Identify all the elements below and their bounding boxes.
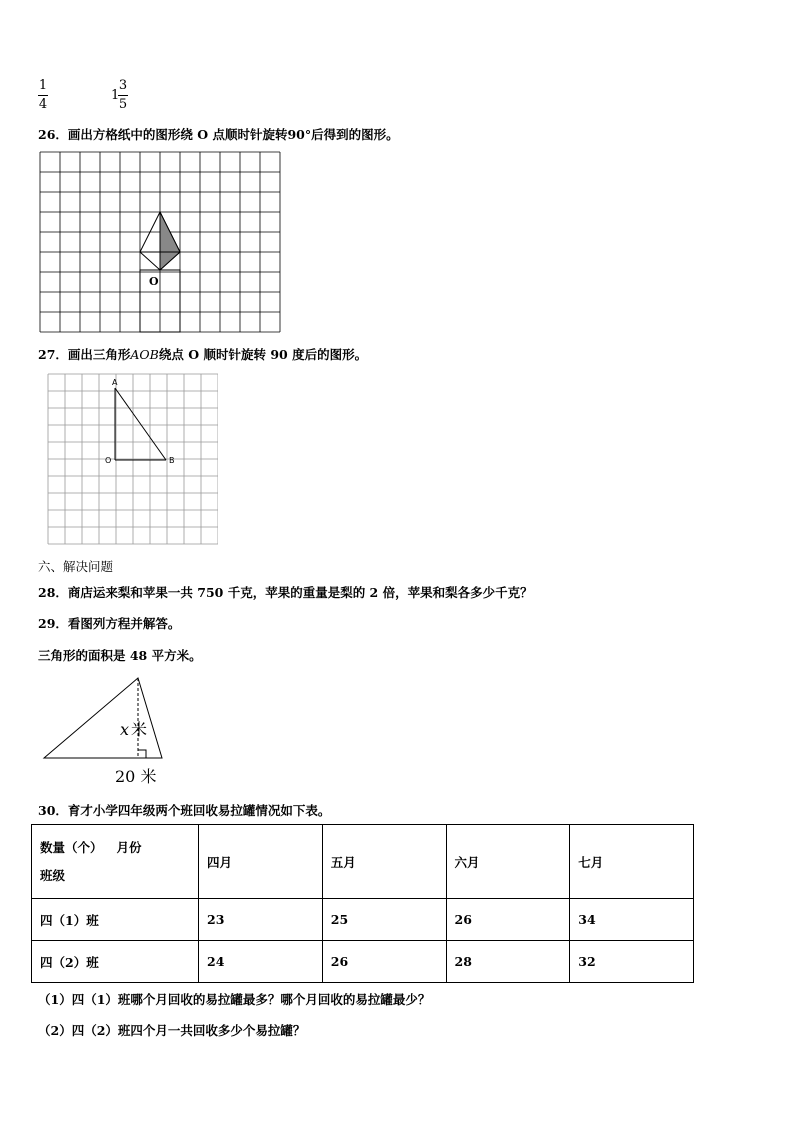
question-26: 26．画出方格纸中的图形绕 O 点顺时针旋转90°后得到的图形。 — [38, 127, 399, 142]
section-title: 六、解决问题 — [38, 559, 114, 574]
shape-shaded-half — [160, 212, 180, 270]
value-cell: 25 — [322, 899, 446, 941]
value-cell: 26 — [446, 899, 570, 941]
height-label: x 米 — [120, 720, 148, 739]
month-header: 六月 — [446, 825, 570, 899]
right-angle-mark — [138, 750, 146, 758]
fraction-denominator: 4 — [38, 97, 48, 112]
month-header: 七月 — [570, 825, 694, 899]
question-27: 27．画出三角形AOB绕点 O 顺时针旋转 90 度后的图形。 — [38, 347, 368, 362]
point-o-label: O — [149, 275, 159, 288]
month-header: 四月 — [199, 825, 323, 899]
grid-27 — [46, 372, 218, 546]
value-cell: 32 — [570, 941, 694, 983]
value-cell: 34 — [570, 899, 694, 941]
point-b-label: B — [169, 456, 175, 465]
class-cell: 四（2）班 — [32, 941, 199, 983]
recycling-table — [31, 824, 694, 983]
table-header-row — [32, 825, 694, 899]
mixed-fraction — [118, 78, 128, 113]
base-label: 20 米 — [115, 767, 157, 786]
segment-ab — [115, 388, 166, 460]
question-30-sub2: （2）四（2）班四个月一共回收多少个易拉罐？ — [38, 1023, 306, 1038]
value-cell: 24 — [199, 941, 323, 983]
grid-26 — [38, 150, 282, 334]
question-29: 29．看图列方程并解答。 — [38, 616, 181, 631]
class-cell: 四（1）班 — [32, 899, 199, 941]
table-row — [32, 899, 694, 941]
question-28: 28．商店运来梨和苹果一共 750 千克，苹果的重量是梨的 2 倍，苹果和梨各多少千克？ — [38, 585, 533, 600]
mixed-whole: 1 — [111, 88, 120, 103]
triangle-diagram — [38, 672, 178, 792]
value-cell: 28 — [446, 941, 570, 983]
value-cell: 26 — [322, 941, 446, 983]
question-30: 30．育才小学四年级两个班回收易拉罐情况如下表。 — [38, 803, 331, 818]
month-header: 五月 — [322, 825, 446, 899]
question-30-sub1: （1）四（1）班哪个月回收的易拉罐最多？哪个月回收的易拉罐最少？ — [38, 992, 431, 1007]
fraction-numerator: 3 — [118, 78, 128, 93]
fraction-numerator: 1 — [38, 78, 48, 93]
fraction-one-quarter — [38, 78, 48, 113]
table-row — [32, 941, 694, 983]
point-o-label: O — [105, 456, 112, 465]
question-29-subtext: 三角形的面积是 48 平方米。 — [38, 648, 202, 663]
point-a-label: A — [112, 378, 118, 387]
value-cell: 23 — [199, 899, 323, 941]
header-corner-cell: 数量（个） 月份 班级 — [32, 825, 199, 899]
fraction-denominator: 5 — [118, 97, 128, 112]
